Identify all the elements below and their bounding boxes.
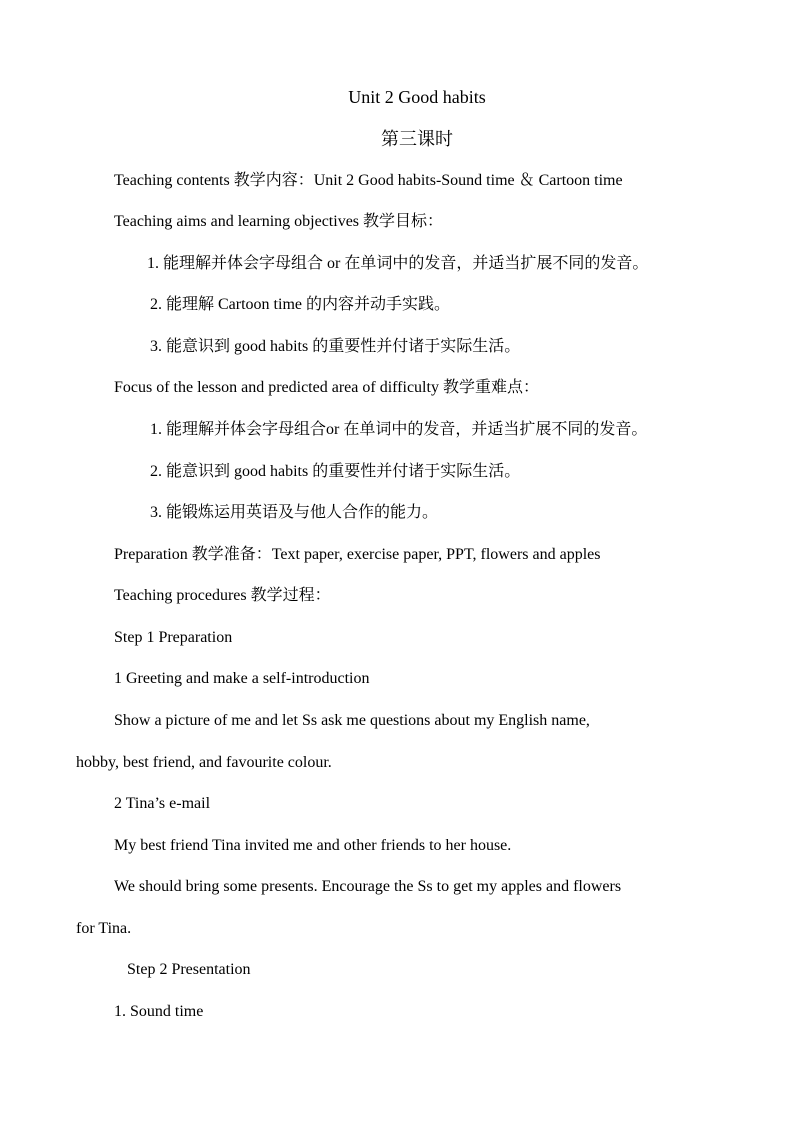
- email-text: My best friend Tina invited me and other friends to her house.: [114, 837, 512, 854]
- step2-heading: Step 2 Presentation: [127, 961, 251, 978]
- greeting-heading: 1 Greeting and make a self-introduction: [114, 670, 370, 687]
- focus-item: 2. 能意识到 good habits 的重要性并付诸于实际生活。: [150, 463, 521, 480]
- aims-heading: Teaching aims and learning objectives 教学目标：: [114, 213, 444, 230]
- preparation-line: Preparation 教学准备：Text paper, exercise paper, PPT, flowers and apples: [114, 546, 601, 563]
- greeting-text: Show a picture of me and let Ss ask me questions about my English name,: [114, 712, 590, 729]
- email-text: We should bring some presents. Encourage the Ss to get my apples and flowers: [114, 878, 622, 895]
- step1-heading: Step 1 Preparation: [114, 629, 233, 646]
- teaching-contents: Teaching contents 教学内容：Unit 2 Good habits-Sound time ＆ Cartoon time: [114, 172, 623, 189]
- focus-item: 3. 能锻炼运用英语及与他人合作的能力。: [150, 504, 439, 521]
- aim-item: 2. 能理解 Cartoon time 的内容并动手实践。: [150, 296, 450, 313]
- aim-item: 1. 能理解并体会字母组合 or 在单词中的发音，并适当扩展不同的发音。: [147, 255, 649, 272]
- lesson-subtitle: 第三课时: [381, 129, 453, 149]
- procedures-heading: Teaching procedures 教学过程：: [114, 587, 331, 604]
- greeting-text-continued: hobby, best friend, and favourite colour.: [76, 754, 332, 771]
- document-title: Unit 2 Good habits: [348, 87, 486, 107]
- focus-item: 1. 能理解并体会字母组合or 在单词中的发音，并适当扩展不同的发音。: [150, 421, 648, 438]
- email-text-continued: for Tina.: [76, 920, 132, 937]
- aim-item: 3. 能意识到 good habits 的重要性并付诸于实际生活。: [150, 338, 521, 355]
- focus-heading: Focus of the lesson and predicted area of difficulty 教学重难点：: [114, 379, 539, 396]
- sound-time-heading: 1. Sound time: [114, 1003, 204, 1020]
- email-heading: 2 Tina’s e-mail: [114, 795, 211, 812]
